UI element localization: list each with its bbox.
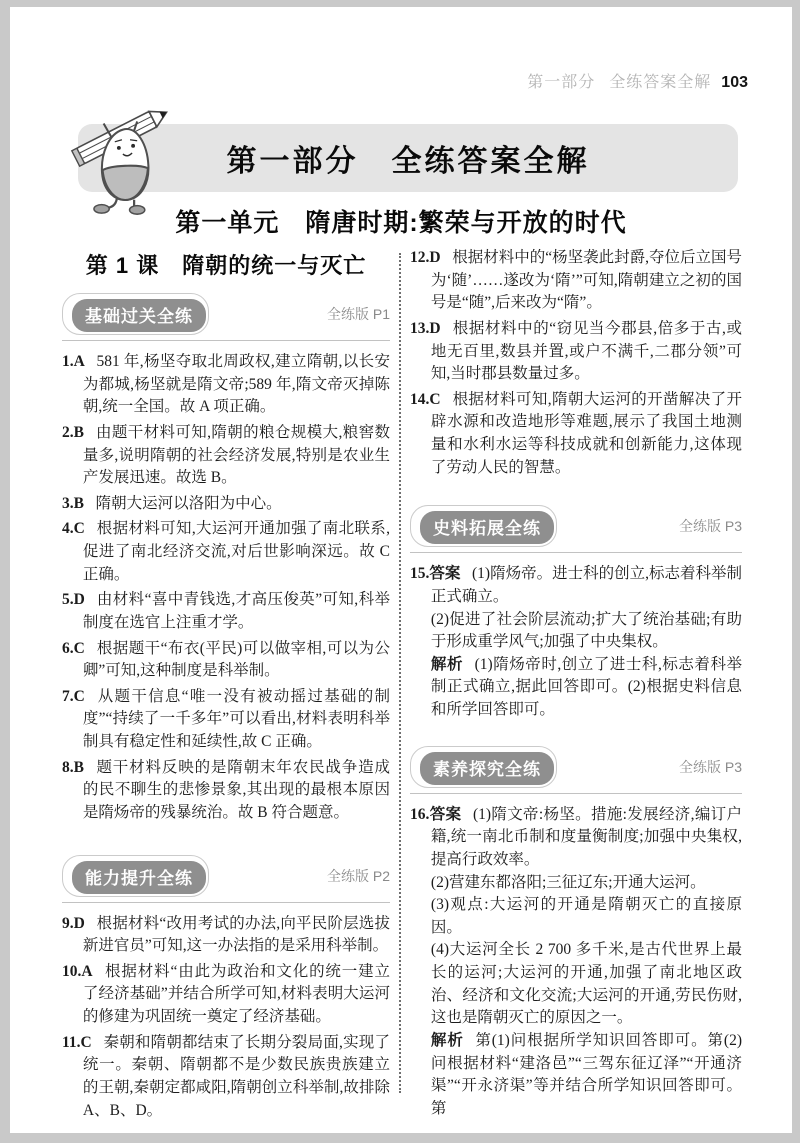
answer-text: 由材料“喜中青钱选,才高压俊英”可知,科举制度在选官上注重才学。 (82, 591, 390, 631)
answer-text: 根据材料“由此为政治和文化的统一建立了经济基础”并结合所学可知,材料表明大运河的修建为巩固统一奠定了经济基础。 (82, 962, 390, 1025)
answer-item-11 (62, 1032, 390, 1123)
answer-number: 1.A (62, 353, 85, 370)
answer-text: (2)营建东都洛阳;三征辽东;开通大运河。 (430, 873, 706, 891)
answer-number: 8.B (62, 758, 84, 776)
running-header-part: 第一部分 (527, 74, 596, 91)
section-header-ability (62, 855, 390, 903)
answer-number: 4.C (62, 520, 85, 538)
edition-page-label: 全练版 P2 (326, 867, 390, 884)
answer-item-12 (410, 247, 742, 315)
section-badge-outline (62, 855, 209, 897)
answer-label: 答案 (429, 565, 461, 583)
section-badge: 素养探究全练 (420, 752, 554, 785)
answer-text: 581 年,杨坚夺取北周政权,建立隋朝,以长安为都城,杨坚就是隋文帝;589 年,隋文帝灭掉陈朝,统一全国。故 A 项正确。 (82, 353, 390, 416)
answer-number: 3.B (62, 494, 84, 512)
part-banner-title: 第一部分 全练答案全解 (226, 145, 590, 178)
column-divider (399, 253, 401, 1093)
answer-number: 15. (410, 565, 430, 583)
section-badge: 基础过关全练 (72, 299, 206, 332)
analysis-text: 第(1)问根据所学知识回答即可。第(2)问根据材料“建洛邑”“三驾东征辽泽”“开通济渠”“开永济渠”等并结合所学知识回答即可。第 (430, 1031, 742, 1117)
edition-page-label: 全练版 P3 (678, 758, 742, 775)
edition-page-label: 全练版 P1 (326, 306, 390, 322)
answer-item-5 (62, 589, 390, 634)
answer-number: 12.D (410, 249, 441, 266)
answer-number: 13.D (410, 319, 441, 337)
answer-text: 由题干材料可知,隋朝的粮仓规模大,粮窖数量多,说明隋朝的社会经济发展,特别是农业生产发展迅速。故选 B。 (82, 423, 390, 487)
answer-text: 从题干信息“唯一没有被动摇过基础的制度”“持续了一千多年”可以看出,材料表明科举制具有稳定性和延续性,故 C 正确。 (82, 687, 390, 750)
section-badge: 史料拓展全练 (420, 511, 554, 544)
lesson-title: 第 1 课 隋朝的统一与灭亡 (85, 253, 367, 278)
answer-number: 16. (410, 805, 430, 823)
section-header-literacy (410, 746, 742, 794)
answer-item-8 (62, 757, 390, 825)
answer-number: 7.C (62, 687, 85, 705)
answer-item-9 (62, 913, 390, 958)
answer-label: 答案 (429, 805, 462, 823)
two-column-layout (62, 247, 752, 1125)
answer-text: (4)大运河全长 2 700 多千米,是古代世界上最长的运河;大运河的开通,加强了南北地区政治、经济和文化交流;大运河的开通,劳民伤财,这也是隋朝灭亡的原因之一。 (430, 941, 742, 1027)
answer-item-7 (62, 686, 390, 754)
answer-text: 题干材料反映的是隋朝末年农民战争造成的民不聊生的悲惨景象,其出现的最根本原因是隋炀帝的残暴统治。故 B 符合题意。 (82, 758, 390, 821)
answer-number: 5.D (62, 591, 85, 609)
section-badge-outline (410, 505, 557, 547)
analysis-label: 解析 (430, 1031, 464, 1049)
answer-text: 秦朝和隋朝都结束了长期分裂局面,实现了统一。秦朝、隋朝都不是少数民族贵族建立的王朝,秦朝定都咸阳,隋朝创立科举制,故排除 A、B、D。 (82, 1033, 390, 1119)
section-badge-outline (62, 293, 209, 335)
answer-item-6 (62, 638, 390, 683)
answer-text: (3)观点:大运河的开通是隋朝灭亡的直接原因。 (430, 896, 742, 936)
analysis-label: 解析 (430, 655, 463, 673)
left-column (62, 247, 390, 1125)
answer-number: 14.C (410, 390, 441, 408)
answer-text: 根据材料可知,大运河开通加强了南北联系,促进了南北经济交流,对后世影响深远。故 C 正确。 (82, 520, 390, 583)
answer-text: 根据材料“改用考试的办法,向平民阶层选拔新进官员”可知,这一办法指的是采用科举制。 (82, 914, 390, 955)
answer-item-16 (410, 804, 742, 1121)
running-header (527, 69, 748, 92)
answer-text: 根据材料中的“杨坚袭此封爵,夺位后立国号为‘随’……遂改为‘隋’”可知,隋朝建立之初的国号是“随”,后来改为“隋”。 (430, 249, 742, 312)
answer-item-13 (410, 318, 742, 386)
answer-text: 根据材料可知,隋朝大运河的开凿解决了开辟水源和改造地形等难题,展示了我国土地测量和水利水运等科技成就和创新能力,这体现了劳动人民的智慧。 (430, 390, 742, 476)
answer-item-2 (62, 422, 390, 490)
answer-text: (1)隋文帝:杨坚。措施:发展经济,编订户籍,统一南北币制和度量衡制度;加强中央集权,提高行政效率。 (430, 805, 742, 868)
page-number: 103 (721, 74, 748, 91)
answer-text: 根据材料中的“窃见当今郡县,倍多于古,或地无百里,数县并置,或户不满千,二郡分领”可知,当时郡县数量过多。 (430, 319, 742, 383)
answer-text: 隋朝大运河以洛阳为中心。 (95, 494, 282, 512)
answer-number: 9.D (62, 914, 85, 932)
answer-item-10 (62, 961, 390, 1029)
section-header-basic (62, 293, 390, 341)
running-header-title: 全练答案全解 (609, 74, 712, 91)
answer-item-1 (62, 351, 390, 419)
page-frame (10, 7, 792, 1133)
answer-number: 11.C (62, 1033, 92, 1051)
unit-title: 第一单元 隋唐时期:繁荣与开放的时代 (175, 209, 627, 237)
section-header-material (410, 505, 742, 553)
answer-number: 10.A (62, 962, 93, 980)
answer-item-14 (410, 389, 742, 480)
edition-page-label: 全练版 P3 (678, 518, 742, 535)
answer-text: (1)隋炀帝。进士科的创立,标志着科举制正式确立。 (430, 565, 742, 605)
section-badge: 能力提升全练 (72, 861, 206, 894)
answer-item-3 (62, 493, 390, 516)
answer-text: 根据题干“布衣(平民)可以做宰相,可以为公卿”可知,这种制度是科举制。 (82, 639, 390, 680)
answer-item-4 (62, 518, 390, 586)
answer-text: (2)促进了社会阶层流动;扩大了统治基础;有助于形成重学风气;加强了中央集权。 (430, 610, 742, 651)
answer-item-15 (410, 563, 742, 721)
section-badge-outline (410, 746, 557, 788)
pencil-mascot-icon (70, 93, 184, 220)
analysis-text: (1)隋炀帝时,创立了进士科,标志着科举制正式确立,据此回答即可。(2)根据史料信息和所学回答即可。 (430, 655, 742, 718)
answer-number: 2.B (62, 423, 84, 441)
answer-number: 6.C (62, 639, 85, 657)
right-column (410, 247, 742, 1125)
